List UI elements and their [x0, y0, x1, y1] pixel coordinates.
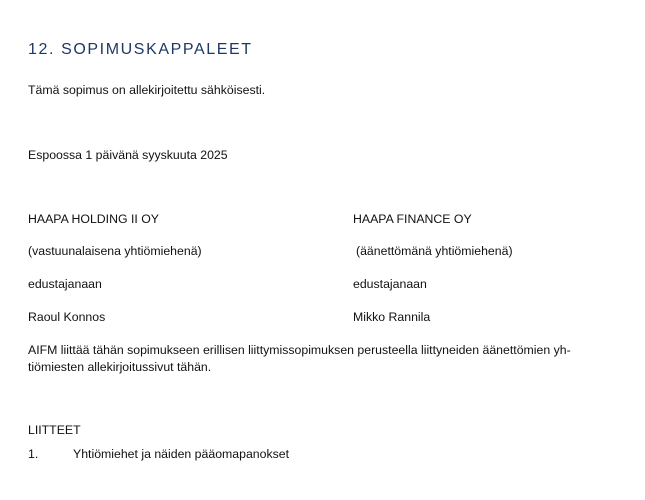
signatory-represented-by: edustajanaan — [28, 277, 102, 291]
signatory-name: Raoul Konnos — [28, 310, 106, 324]
attachment-text: Yhtiömiehet ja näiden pääomapanokset — [73, 447, 290, 461]
signatory-company: HAAPA HOLDING II OY — [28, 212, 159, 226]
attachment-number: 1. — [28, 447, 39, 461]
signatory-represented-by: edustajanaan — [353, 277, 427, 291]
signatory-role: (vastuunalaisena yhtiömiehenä) — [28, 244, 202, 258]
attachments-title: LIITTEET — [28, 423, 81, 437]
signatory-company: HAAPA FINANCE OY — [353, 212, 472, 226]
section-heading: 12. SOPIMUSKAPPALEET — [28, 41, 253, 58]
signatory-role: (äänettömänä yhtiömiehenä) — [356, 244, 513, 258]
signatory-name: Mikko Rannila — [353, 310, 431, 324]
aifm-paragraph-line2: tiömiesten allekirjoitussivut tähän. — [28, 360, 212, 374]
place-date: Espoossa 1 päivänä syyskuuta 2025 — [28, 148, 228, 162]
aifm-paragraph-line1: AIFM liittää tähän sopimukseen erillisen liittymissopimuksen perusteella liittyneiden äänettömien yh- — [28, 343, 571, 357]
intro-text: Tämä sopimus on allekirjoitettu sähköisesti. — [28, 83, 266, 97]
